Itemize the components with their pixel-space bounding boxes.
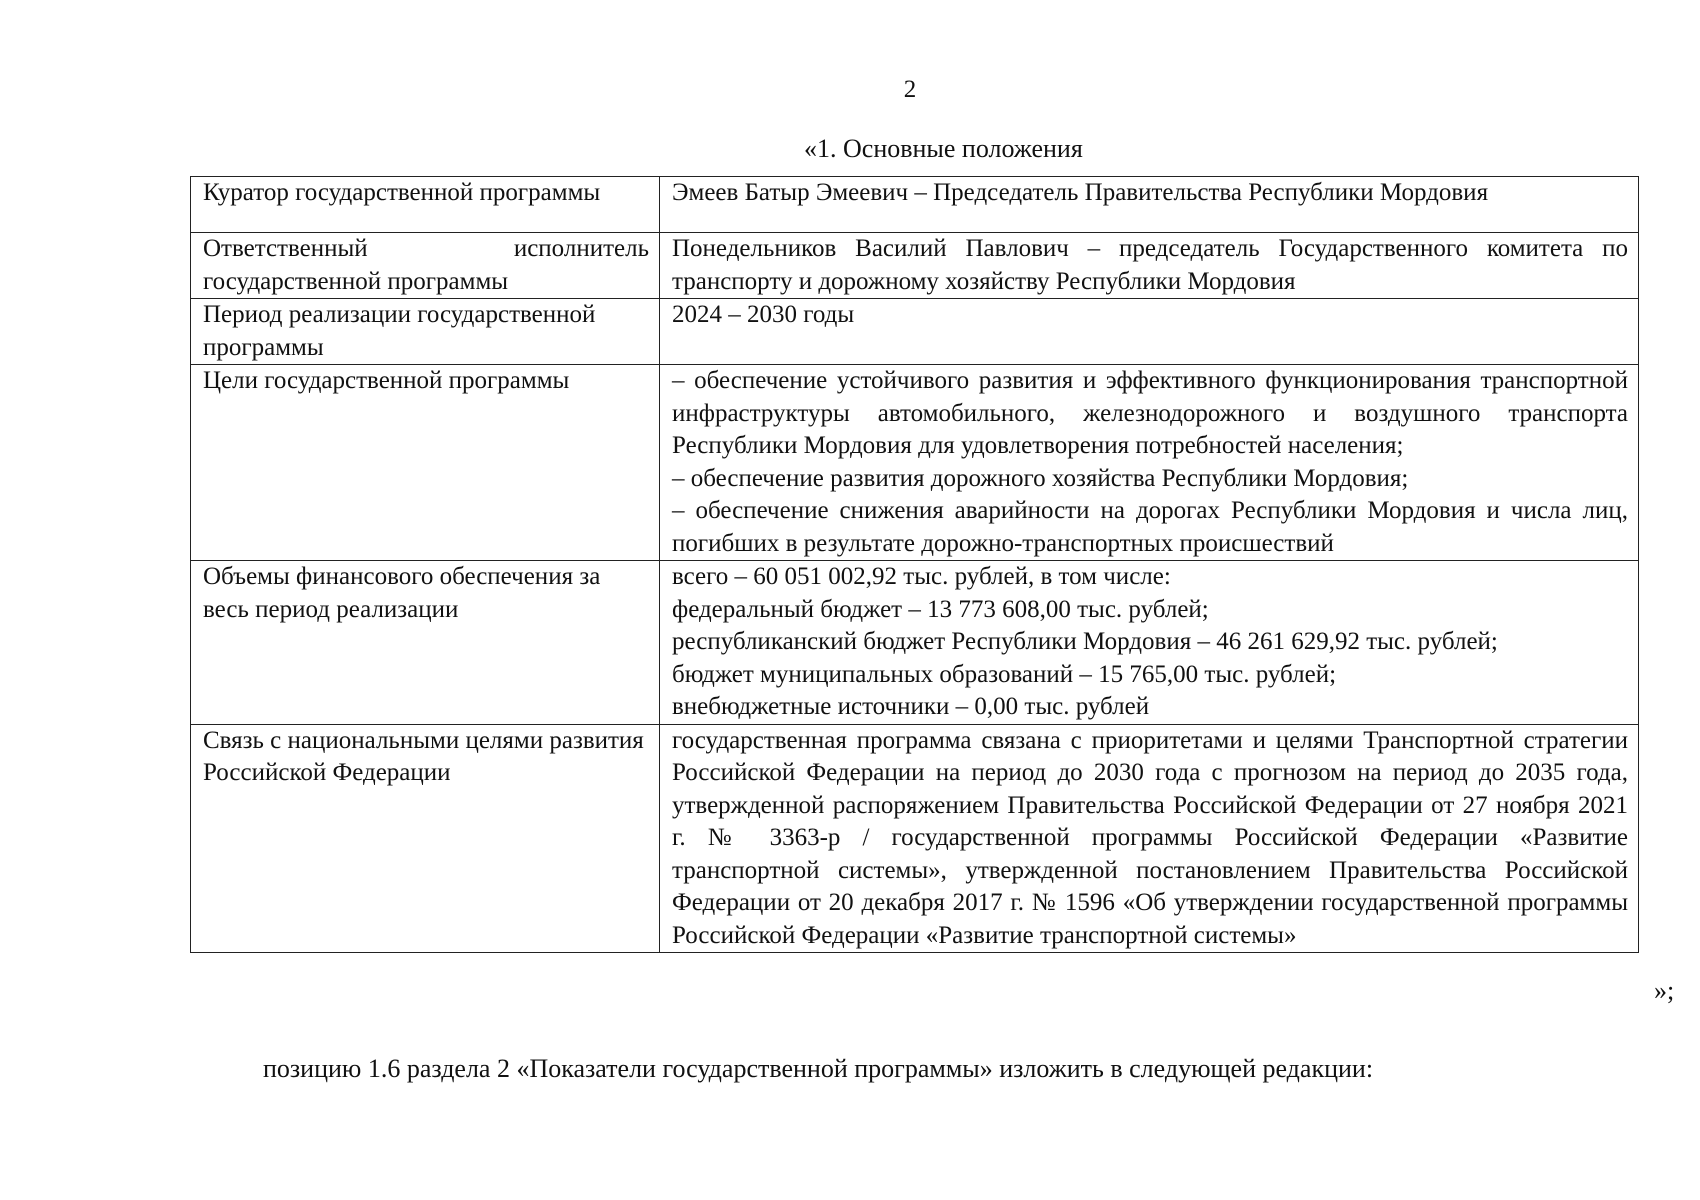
- goal-line: – обеспечение устойчивого развития и эффективного функционирования транспортной инфраструктуры автомобильного, железнодорожного и воздушного транспорта Республики Мордовия для удовлетворения потребностей населения;: [672, 367, 1628, 459]
- funding-line: республиканский бюджет Республики Мордовия – 46 261 629,92 тыс. рублей;: [672, 628, 1498, 655]
- section-title: «1. Основные положения: [804, 134, 1083, 163]
- table-row-national-goals: [191, 724, 1639, 953]
- table-row-funding: [191, 561, 1639, 725]
- page-number: 2: [903, 76, 917, 103]
- closing-quote: »;: [1654, 976, 1675, 1005]
- table-row-curator: [191, 177, 1639, 233]
- funding-line: всего – 60 051 002,92 тыс. рублей, в том числе:: [672, 563, 1171, 590]
- funding-line: бюджет муниципальных образований – 15 765,00 тыс. рублей;: [672, 660, 1337, 688]
- goal-line: – обеспечение развития дорожного хозяйства Республики Мордовия;: [672, 464, 1409, 492]
- goal-line: – обеспечение снижения аварийности на дорогах Республики Мордовия и числа лиц, погибших в результате дорожно-транспортных происшествий: [672, 497, 1628, 557]
- table-row-period: [191, 299, 1639, 365]
- table-row-goals: [191, 365, 1639, 561]
- row-value: [660, 365, 1639, 561]
- row-value: Эмеев Батыр Эмеевич – Председатель Правительства Республики Мордовия: [660, 177, 1639, 233]
- row-label: Ответственный исполнитель государственной программы: [191, 233, 660, 299]
- table-row-executor: [191, 233, 1639, 299]
- program-passport-table: [190, 176, 1639, 953]
- row-label: Цели государственной программы: [191, 365, 660, 561]
- row-value: Понедельников Василий Павлович – председатель Государственного комитета по транспорту и дорожному хозяйству Республики Мордовия: [660, 233, 1639, 299]
- funding-line: внебюджетные источники – 0,00 тыс. рублей: [672, 693, 1150, 720]
- row-label: Период реализации государственной программы: [191, 299, 660, 365]
- footer-paragraph: позицию 1.6 раздела 2 «Показатели государственной программы» изложить в следующей редакции:: [263, 1054, 1374, 1083]
- row-value: [660, 561, 1639, 725]
- funding-line: федеральный бюджет – 13 773 608,00 тыс. рублей;: [672, 595, 1209, 623]
- row-label: Связь с национальными целями развития Российской Федерации: [191, 724, 660, 953]
- row-value: государственная программа связана с приоритетами и целями Транспортной стратегии Российской Федерации на период до 2030 года с прогнозом на период до 2035 года, утвержденной распоряжением Правительства Российской Федерации от 27 ноября 2021 г. № 3363-р / государственной программы Российской Федерации «Развитие транспортной системы», утвержденной постановлением Правительства Российской Федерации от 20 декабря 2017 г. № 1596 «Об утверждении государственной программы Российской Федерации «Развитие транспортной системы»: [660, 724, 1639, 953]
- row-label: Объемы финансового обеспечения за весь период реализации: [191, 561, 660, 725]
- row-label: Куратор государственной программы: [191, 177, 660, 233]
- row-value: 2024 – 2030 годы: [660, 299, 1639, 365]
